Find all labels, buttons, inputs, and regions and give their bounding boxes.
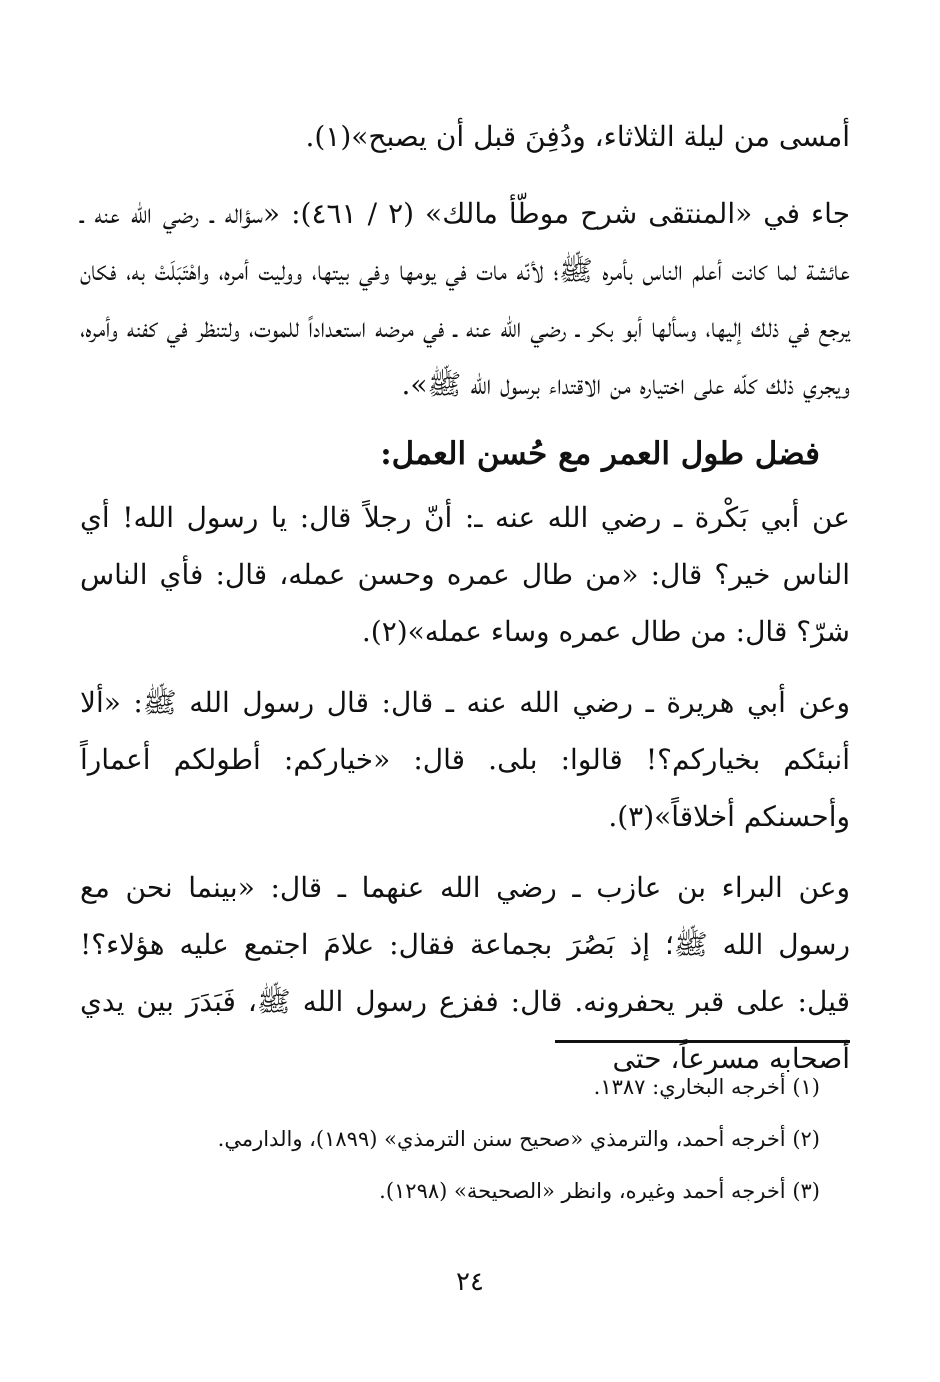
paragraph-5: وعن البراء بن عازب ـ رضي الله عنهما ـ قال: «بينما نحن مع رسول الله ﷺ؛ إذ بَصُرَ بجماعة فقال: علامَ اجتمع عليه هؤلاء؟! قيل: على قبر يحفرونه. قال: ففزع رسول الله ﷺ، فَبَدَرَ بين يدي أصحابه مسرعاً، حتى	[80, 871, 850, 1075]
footnotes	[80, 1040, 850, 1217]
page-body	[80, 108, 850, 1101]
footnote-2: (٢) أخرجه أحمد، والترمذي «صحيح سنن الترمذي» (١٨٩٩)، والدارمي.	[217, 1127, 820, 1151]
paragraph-1: أمسى من ليلة الثلاثاء، ودُفِنَ قبل أن يصبح»(١).	[305, 120, 850, 153]
paragraph-3: عن أبي بَكْرة ـ رضي الله عنه ـ: أنّ رجلاً قال: يا رسول الله! أي الناس خير؟ قال: «من طال عمره وحسن عمله، قال: فأي الناس شرّ؟ قال: من طال عمره وساء عمله»(٢).	[80, 501, 850, 648]
page-number: ٢٤	[456, 1267, 484, 1297]
paragraph-2: جاء في «المنتقى شرح موطّأ مالك» (٢ / ٤٦١): «سؤاله ـ رضي الله عنه ـ عائشة لما كانت أعلم الناس بأمره ﷺ؛ لأنّه مات في يومها وفي بيتها، ووليت أمره، واهْتَبَلَتْ به، فكان يرجع في ذلك إليها، وسألها أبو بكر ـ رضي الله عنه ـ في مرضه استعداداً للموت، ولتنظر في كفنه وأمره، ويجري ذلك كلّه على اختياره من الاقتداء برسول الله ﷺ».	[80, 197, 851, 401]
footnote-3: (٣) أخرجه أحمد وغيره، وانظر «الصحيحة» (١٢٩٨).	[379, 1179, 820, 1203]
paragraph-4: وعن أبي هريرة ـ رضي الله عنه ـ قال: قال رسول الله ﷺ: «ألا أنبئكم بخياركم؟! قالوا: بلى. قال: «خياركم: أطولكم أعماراً وأحسنكم أخلاقاً»(٣).	[80, 686, 850, 833]
section-heading: فضل طول العمر مع حُسن العمل:	[380, 436, 820, 472]
footnote-1: (١) أخرجه البخاري: ١٣٨٧.	[593, 1075, 820, 1099]
footnote-divider	[555, 1040, 850, 1043]
